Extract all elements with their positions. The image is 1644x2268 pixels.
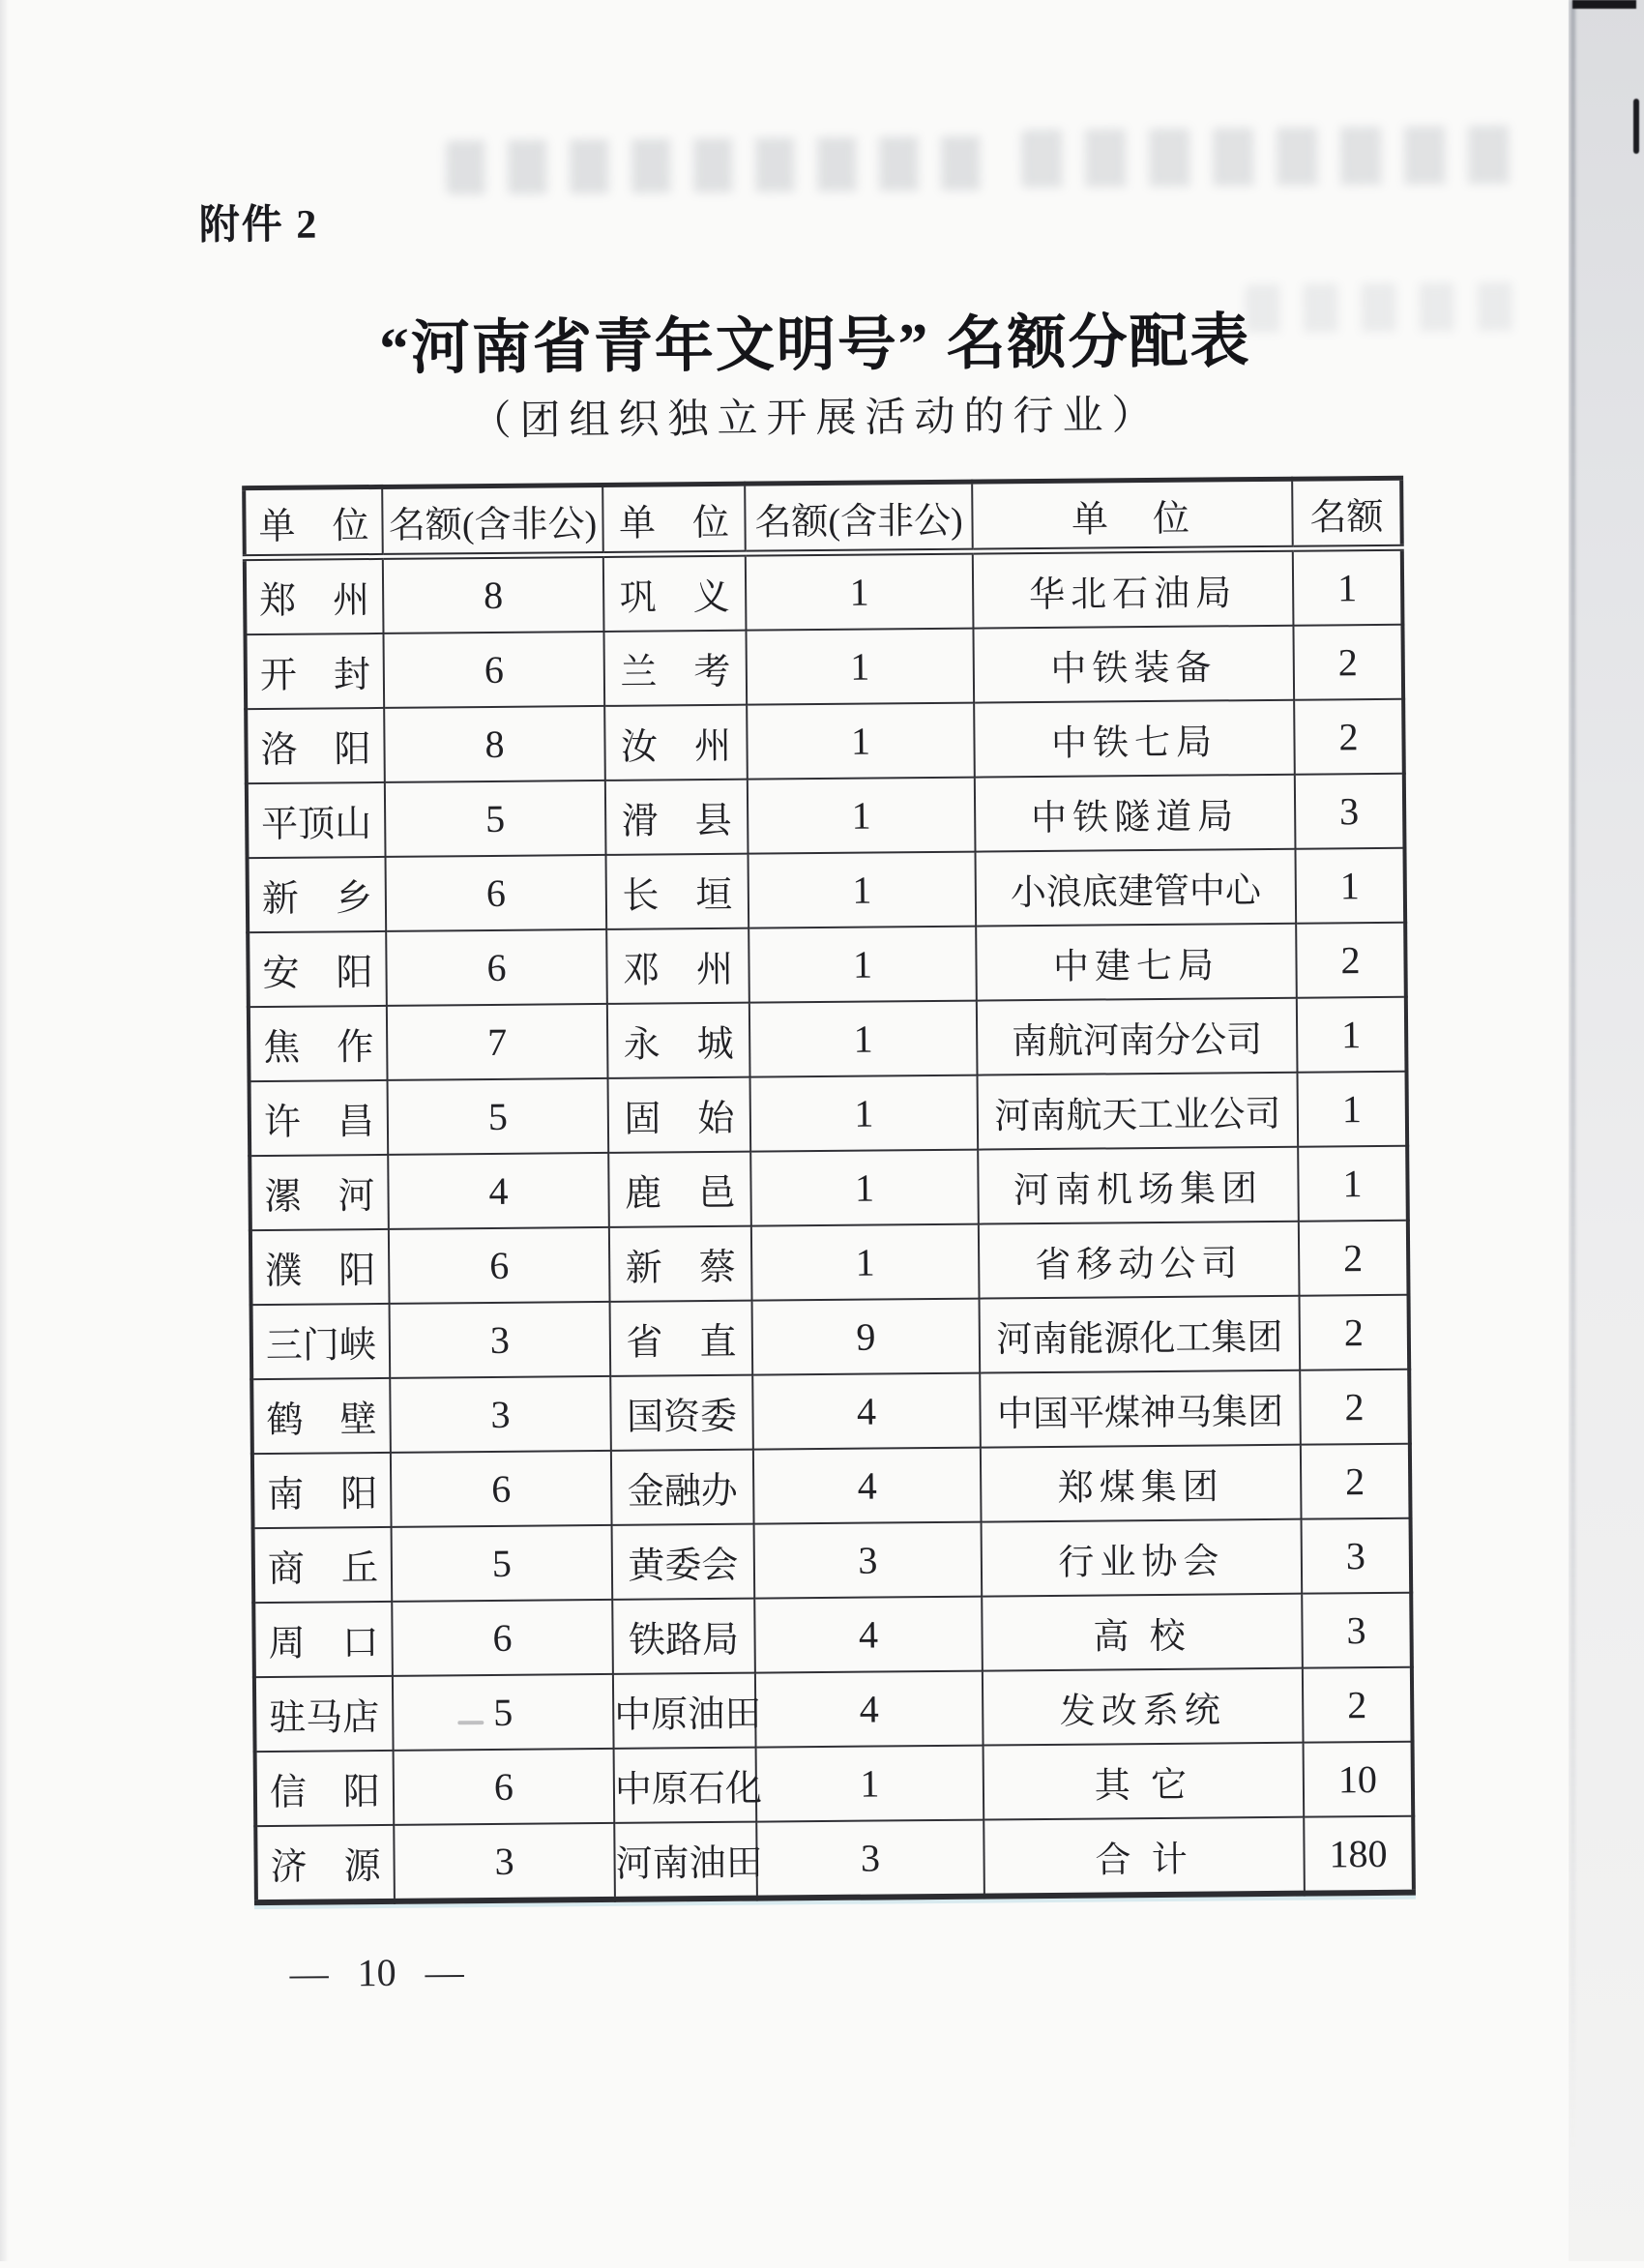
unit-name: 发改系统 — [1059, 1690, 1226, 1732]
unit-cell — [612, 1524, 755, 1600]
quota-value: 1 — [1340, 1013, 1362, 1057]
quota-value: 1 — [851, 793, 871, 838]
table-body — [245, 547, 1414, 1902]
quota-cell — [748, 778, 976, 854]
quota-cell — [754, 1597, 983, 1673]
unit-cell — [605, 780, 749, 855]
unit-name: 三门峡 — [265, 1325, 377, 1368]
quota-value: 2 — [1344, 1459, 1365, 1504]
column-header-unit-2 — [602, 484, 746, 554]
quota-value: 8 — [484, 722, 505, 767]
quota-cell — [1298, 1146, 1408, 1222]
unit-cell — [614, 1748, 763, 1823]
unit-cell — [974, 700, 1295, 778]
quota-value: 5 — [487, 1094, 509, 1139]
quota-value: 1 — [860, 1761, 880, 1806]
unit-cell — [252, 1453, 392, 1528]
quota-value: 1 — [849, 570, 869, 614]
quota-cell — [747, 703, 975, 780]
quota-cell — [388, 1153, 609, 1229]
quota-value: 1 — [854, 1091, 874, 1135]
unit-cell — [980, 1296, 1301, 1373]
quota-value: 2 — [1338, 715, 1359, 759]
unit-cell — [613, 1673, 762, 1749]
quota-allocation-table — [242, 476, 1416, 1905]
unit-name: 河南机场集团 — [1013, 1168, 1264, 1211]
quota-cell — [390, 1376, 611, 1453]
table-row — [246, 699, 1404, 783]
quota-value: 5 — [484, 796, 506, 841]
header-label: 名额(含非公) — [388, 503, 598, 546]
unit-name: 滑 县 — [621, 800, 732, 842]
table-row — [250, 1221, 1409, 1305]
quota-cell — [1297, 1072, 1407, 1147]
quota-value: 2 — [1340, 938, 1361, 983]
header-label: 单 位 — [258, 505, 369, 547]
quota-value: 2 — [1337, 640, 1358, 685]
quota-cell — [756, 1820, 984, 1899]
table-row — [250, 1146, 1408, 1230]
bleedthrough-ghost — [446, 135, 987, 194]
quota-value: 2 — [1343, 1311, 1365, 1355]
quota-value: 1 — [1342, 1162, 1363, 1206]
unit-name: 永 城 — [623, 1023, 734, 1066]
unit-cell — [614, 1822, 763, 1900]
quota-cell — [1301, 1444, 1411, 1519]
bleedthrough-ghost — [1021, 126, 1525, 189]
quota-value: 1 — [850, 719, 871, 763]
unit-cell — [978, 1147, 1299, 1224]
unit-cell — [977, 998, 1298, 1075]
quota-value: 6 — [485, 870, 507, 916]
unit-cell — [973, 626, 1294, 703]
table-row — [250, 1072, 1408, 1156]
page-number-footer — [289, 1949, 463, 1996]
unit-cell — [975, 775, 1296, 852]
unit-cell — [250, 1155, 389, 1230]
unit-cell — [247, 782, 386, 858]
unit-cell — [607, 1003, 750, 1078]
column-header-quota-2 — [745, 482, 973, 553]
quota-cell — [1302, 1518, 1412, 1594]
quota-cell — [389, 1227, 610, 1304]
unit-name: 中铁隧道局 — [1031, 796, 1240, 839]
unit-cell — [255, 1751, 395, 1826]
quota-cell — [754, 1522, 983, 1599]
table-row — [255, 1742, 1414, 1826]
unit-cell — [606, 854, 749, 929]
unit-name: 鹤 壁 — [266, 1399, 377, 1442]
page-subtitle: （团组织独立开展活动的行业） — [470, 393, 1161, 445]
unit-cell — [609, 1226, 752, 1302]
quota-value: 180 — [1329, 1831, 1388, 1876]
quota-cell — [388, 1078, 609, 1155]
quota-value: 3 — [1345, 1534, 1366, 1578]
page-title: “河南省青年文明号” 名额分配表 — [379, 309, 1251, 382]
quota-cell — [1293, 547, 1403, 625]
quota-cell — [384, 706, 605, 782]
quota-value: 1 — [852, 868, 872, 912]
quota-value: 7 — [486, 1019, 508, 1065]
unit-cell — [254, 1676, 394, 1752]
unit-name: 南 阳 — [267, 1474, 378, 1517]
table-row — [255, 1816, 1414, 1902]
table-row — [248, 923, 1406, 1007]
quota-value: 1 — [1339, 864, 1361, 908]
attachment-label: 附件 2 — [198, 202, 319, 249]
unit-name: 兰 考 — [620, 651, 731, 693]
quota-value: 2 — [1347, 1683, 1367, 1727]
quota-value: 1 — [1336, 566, 1358, 610]
unit-name: 固 始 — [624, 1098, 735, 1140]
unit-name: 南航河南分公司 — [1012, 1019, 1263, 1062]
unit-name: 其 它 — [1094, 1765, 1193, 1807]
unit-name: 开 封 — [259, 655, 371, 697]
unit-cell — [248, 931, 387, 1007]
quota-value: 4 — [488, 1168, 509, 1214]
unit-cell — [606, 928, 749, 1004]
quota-value: 6 — [493, 1764, 514, 1809]
column-header-quota-3 — [1292, 478, 1402, 548]
unit-cell — [245, 556, 384, 634]
table-row — [252, 1444, 1411, 1528]
quota-cell — [391, 1451, 612, 1527]
unit-cell — [978, 1073, 1299, 1150]
unit-name: 河南油田 — [615, 1842, 763, 1885]
unit-cell — [983, 1743, 1305, 1820]
unit-cell — [982, 1594, 1303, 1671]
quota-value: 10 — [1337, 1757, 1378, 1802]
quota-cell — [392, 1525, 613, 1602]
unit-cell — [246, 708, 385, 783]
unit-name: 鹿 邑 — [624, 1172, 736, 1215]
unit-name: 安 阳 — [262, 953, 373, 995]
unit-cell — [610, 1301, 753, 1376]
unit-cell — [250, 1229, 390, 1305]
quota-value: 2 — [1342, 1236, 1364, 1281]
unit-cell — [983, 1817, 1305, 1897]
unit-name: 合 计 — [1095, 1840, 1193, 1881]
unit-name: 济 源 — [270, 1846, 381, 1889]
quota-cell — [383, 632, 604, 708]
unit-name: 郑 州 — [259, 580, 370, 623]
quota-value: 3 — [860, 1836, 881, 1880]
quota-value: 6 — [492, 1615, 513, 1660]
unit-name: 中国平煤神马集团 — [996, 1392, 1284, 1434]
quota-cell — [751, 1224, 980, 1301]
unit-name: 焦 作 — [263, 1027, 374, 1070]
quota-cell — [1304, 1742, 1414, 1817]
quota-cell — [385, 781, 606, 857]
unit-name: 中建七局 — [1052, 945, 1220, 987]
quota-value: 3 — [1346, 1608, 1366, 1653]
quota-cell — [755, 1671, 983, 1748]
table-row — [251, 1295, 1410, 1379]
quota-cell — [386, 855, 607, 931]
quota-value: 4 — [858, 1612, 879, 1657]
quota-value: 5 — [493, 1690, 514, 1734]
quota-value: 1 — [850, 644, 870, 689]
header-label: 名额(含非公) — [754, 500, 963, 544]
quota-value: 4 — [857, 1463, 877, 1508]
quota-value: 4 — [856, 1389, 877, 1433]
unit-name: 洛 阳 — [260, 729, 371, 772]
quota-cell — [383, 554, 604, 633]
quota-cell — [386, 929, 607, 1006]
quota-cell — [1300, 1370, 1410, 1445]
unit-cell — [979, 1222, 1300, 1299]
unit-name: 黄委会 — [628, 1545, 739, 1587]
unit-cell — [251, 1304, 391, 1379]
unit-cell — [248, 857, 387, 932]
header-label: 单 位 — [618, 502, 730, 545]
quota-cell — [752, 1299, 981, 1375]
unit-name: 金融办 — [627, 1470, 738, 1513]
unit-cell — [973, 548, 1294, 628]
unit-cell — [980, 1370, 1301, 1448]
unit-cell — [253, 1527, 393, 1603]
unit-cell — [608, 1077, 751, 1153]
unit-cell — [246, 633, 385, 709]
table-header-row — [244, 478, 1402, 557]
quota-cell — [749, 1001, 978, 1077]
quota-value: 6 — [491, 1466, 512, 1511]
unit-name: 铁路局 — [628, 1619, 740, 1662]
unit-name: 许 昌 — [263, 1102, 375, 1144]
unit-name: 周 口 — [268, 1623, 379, 1665]
quota-cell — [1304, 1816, 1414, 1894]
quota-value: 3 — [489, 1317, 511, 1363]
table-row — [253, 1518, 1412, 1603]
table-row — [247, 774, 1405, 858]
unit-cell — [610, 1375, 753, 1451]
quota-cell — [1303, 1667, 1413, 1743]
quota-cell — [1302, 1593, 1412, 1668]
unit-name: 郑煤集团 — [1057, 1466, 1224, 1509]
unit-name: 汝 州 — [620, 725, 732, 768]
quota-cell — [750, 1150, 979, 1226]
quota-cell — [748, 852, 976, 928]
column-header-unit-1 — [244, 486, 383, 557]
quota-cell — [394, 1749, 615, 1825]
unit-cell — [603, 553, 747, 632]
quota-value: 8 — [483, 573, 504, 618]
unit-cell — [604, 705, 748, 781]
quota-cell — [750, 1075, 979, 1152]
unit-cell — [612, 1599, 755, 1674]
unit-name: 华北石油局 — [1028, 573, 1238, 615]
quota-cell — [752, 1373, 981, 1450]
header-label: 名额 — [1309, 496, 1384, 539]
quota-cell — [749, 927, 977, 1003]
unit-name: 邓 州 — [622, 949, 734, 991]
table-row — [253, 1593, 1412, 1677]
quota-value: 1 — [855, 1240, 875, 1284]
table-row — [245, 547, 1403, 634]
table-row — [249, 997, 1407, 1081]
quota-cell — [1295, 774, 1405, 849]
unit-name: 国资委 — [626, 1396, 738, 1438]
unit-name: 长 垣 — [622, 874, 733, 917]
quota-value: 1 — [852, 942, 873, 987]
unit-name: 驻马店 — [269, 1697, 380, 1740]
unit-name: 中原油田 — [614, 1694, 762, 1736]
quota-cell — [394, 1823, 615, 1901]
quota-cell — [387, 1004, 608, 1080]
unit-cell — [982, 1519, 1303, 1597]
table-row — [246, 625, 1404, 709]
header-label: 单 位 — [1071, 498, 1194, 541]
quota-value: 5 — [491, 1541, 513, 1585]
unit-name: 中铁装备 — [1050, 647, 1218, 690]
quota-value: 6 — [484, 647, 505, 692]
unit-name: 中铁七局 — [1050, 722, 1218, 764]
quota-value: 3 — [494, 1839, 514, 1883]
quota-cell — [1293, 625, 1403, 700]
quota-value: 2 — [1344, 1385, 1365, 1429]
unit-name: 中原石化 — [614, 1768, 763, 1811]
footer-dash: — — [425, 1950, 464, 1994]
quota-value: 3 — [858, 1538, 878, 1582]
footer-dash: — — [289, 1951, 329, 1995]
unit-cell — [249, 1006, 388, 1081]
unit-name: 漯 河 — [264, 1176, 375, 1219]
column-header-unit-3 — [972, 479, 1293, 551]
unit-cell — [608, 1152, 751, 1227]
unit-name: 省移动公司 — [1035, 1243, 1244, 1285]
table-row — [254, 1667, 1413, 1752]
quota-value: 1 — [853, 1016, 873, 1061]
quota-value: 4 — [859, 1687, 879, 1731]
unit-cell — [251, 1378, 391, 1454]
quota-cell — [390, 1302, 611, 1378]
unit-cell — [983, 1668, 1304, 1746]
unit-cell — [250, 1080, 389, 1156]
page-number: 10 — [357, 1950, 396, 1995]
unit-name: 巩 义 — [619, 576, 730, 619]
quota-value: 9 — [856, 1314, 876, 1359]
table-row — [251, 1370, 1410, 1454]
quota-value: 6 — [489, 1243, 510, 1288]
unit-name: 河南航天工业公司 — [994, 1094, 1281, 1136]
column-header-quota-1 — [382, 485, 603, 556]
unit-name: 商 丘 — [267, 1548, 379, 1591]
unit-cell — [975, 849, 1296, 927]
unit-name: 信 阳 — [269, 1772, 381, 1814]
unit-cell — [255, 1825, 395, 1902]
unit-cell — [611, 1450, 754, 1525]
unit-cell — [253, 1602, 393, 1677]
unit-name: 新 乡 — [261, 878, 373, 921]
quota-cell — [756, 1746, 984, 1822]
quota-cell — [1294, 699, 1404, 775]
unit-name: 平顶山 — [261, 804, 372, 846]
unit-name: 高 校 — [1093, 1616, 1191, 1658]
quota-value: 6 — [486, 945, 507, 990]
table-row — [248, 848, 1406, 932]
quota-cell — [1295, 848, 1405, 924]
unit-cell — [981, 1445, 1302, 1522]
quota-cell — [746, 551, 974, 631]
quota-cell — [1297, 997, 1407, 1073]
quota-cell — [753, 1448, 982, 1524]
quota-cell — [393, 1674, 614, 1751]
unit-name: 河南能源化工集团 — [996, 1317, 1283, 1360]
quota-value: 3 — [490, 1392, 511, 1436]
unit-name: 行业协会 — [1058, 1541, 1225, 1583]
unit-name: 小浪底建管中心 — [1010, 870, 1262, 913]
quota-cell — [1296, 923, 1406, 998]
quota-value: 3 — [1338, 789, 1360, 834]
quota-value: 1 — [854, 1165, 875, 1210]
unit-cell — [976, 924, 1297, 1001]
quota-value: 1 — [1341, 1087, 1363, 1132]
quota-cell — [392, 1600, 613, 1676]
quota-cell — [1300, 1295, 1410, 1370]
unit-name: 濮 阳 — [265, 1251, 376, 1293]
unit-name: 新 蔡 — [625, 1247, 736, 1289]
quota-cell — [746, 629, 974, 705]
quota-cell — [1299, 1221, 1409, 1296]
unit-name: 省 直 — [626, 1321, 737, 1364]
unit-cell — [603, 631, 747, 706]
